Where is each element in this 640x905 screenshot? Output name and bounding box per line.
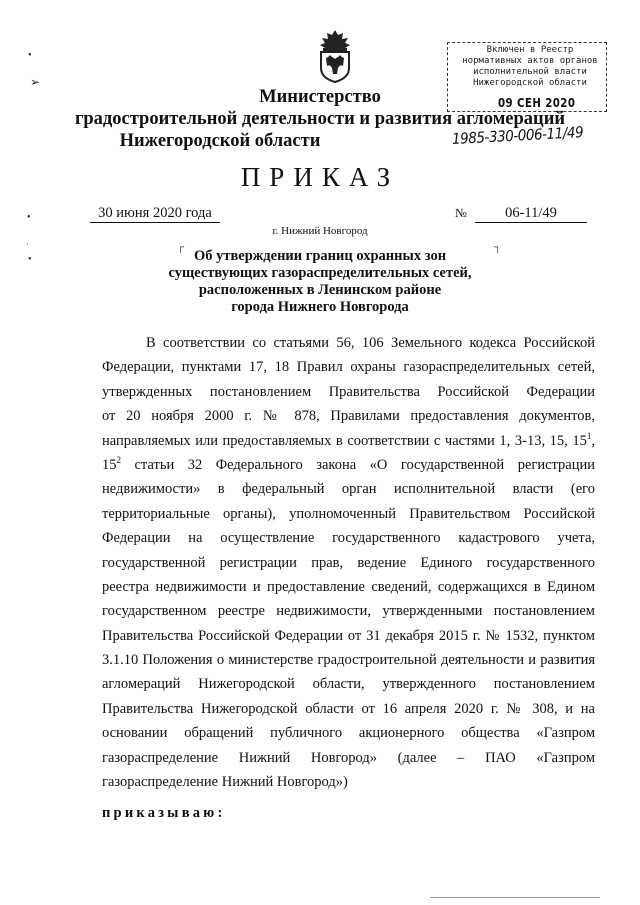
document-number: 06-11/49: [475, 205, 587, 223]
body-line: утвержденных постановлением Правительства Российской Федерации: [102, 383, 595, 400]
body-line: газораспределение Нижний Новгород»): [102, 774, 348, 791]
body-line: Федерации, пунктами 17, 18 Правил охраны газораспределительных сетей,: [102, 359, 595, 376]
body-text: направляемых или предоставляемых в соответствии с частями 1, 3-13, 15, 15: [102, 432, 587, 449]
body-line: Правительства Нижегородской области от 16 апреля 2020 г. № 308, и на: [102, 700, 595, 717]
registration-number-handwritten: 1985-330-006-11/49: [451, 123, 584, 148]
stamp-line: нормативных актов органов: [462, 56, 598, 66]
scan-mark: •: [28, 254, 32, 265]
body-line: Федерации на осуществление государственного кадастрового учета,: [102, 530, 595, 547]
document-type: ПРИКАЗ: [240, 162, 400, 192]
body-line: государственной регистрации прав, ведение Единого государственного: [102, 554, 595, 571]
subject-line: города Нижнего Новгорода: [231, 299, 409, 315]
stamp-line: исполнительной власти: [473, 67, 587, 77]
body-line: недвижимости» в федеральный орган исполнительной власти (его: [102, 481, 595, 498]
stamp-line: Нижегородской области: [473, 78, 587, 88]
document-body: [102, 331, 595, 794]
body-line: от 20 ноября 2000 г. № 878, Правилами предоставления документов,: [102, 408, 595, 425]
document-date: 30 июня 2020 года: [90, 205, 220, 223]
coat-of-arms-icon: [313, 28, 357, 84]
document-subject: [150, 248, 490, 316]
scan-mark: •: [28, 50, 32, 61]
ministry-title-line3: Нижегородской области: [119, 131, 321, 151]
body-line: газораспределение Нижний Новгород» (далее – ПАО «Газпром: [102, 749, 595, 766]
body-line: основании обращений публичного акционерного общества «Газпром: [102, 725, 595, 742]
body-line: Правительства Российской Федерации от 31 декабря 2015 г. № 1532, пунктом: [102, 627, 595, 644]
body-line: В соответствии со статьями 56, 106 Земельного кодекса Российской: [146, 335, 595, 351]
corner-mark-left: ┌: [177, 242, 185, 253]
footer-rule: [430, 897, 600, 898]
scan-mark: ➢: [30, 75, 41, 89]
scan-mark: ‧: [26, 240, 29, 249]
subject-line: расположенных в Ленинском районе: [198, 282, 442, 298]
body-line: 3.1.10 Положения о министерстве градостроительной деятельности и развития: [102, 652, 595, 669]
body-text: статьи 32 Федерального закона «О государственной регистрации: [121, 456, 595, 473]
ministry-title-line1: Министерство: [259, 87, 381, 107]
corner-mark-right: ┐: [494, 242, 502, 253]
stamp-line: Включен в Реестр: [486, 45, 574, 55]
body-text: 15: [102, 456, 117, 473]
order-directive: приказываю:: [102, 805, 226, 821]
subject-line: существующих газораспределительных сетей,: [168, 265, 472, 281]
stamp-date: 09 СЕН 2020: [498, 96, 576, 110]
body-line: направляемых или предоставляемых в соответствии с частями 1, 3-13, 15, $15^1$,: [102, 430, 595, 449]
number-sign: №: [455, 206, 467, 220]
superscript: 2: [116, 455, 121, 466]
scan-mark: •: [27, 212, 31, 223]
body-line: агломераций Нижегородской области, утвержденного постановлением: [102, 676, 595, 693]
superscript: 1: [586, 430, 592, 441]
body-line: [102, 453, 595, 477]
document-city: г. Нижний Новгород: [272, 225, 368, 237]
body-line: реестра недвижимости и предоставление сведений, содержащихся в Едином: [102, 578, 595, 595]
subject-line: Об утверждении границ охранных зон: [193, 248, 447, 264]
ministry-title-line2: градостроительной деятельности и развития агломераций: [74, 109, 566, 129]
body-line: государственном реестре недвижимости, утвержденными постановлением: [102, 603, 595, 620]
body-line: территориальные органы), уполномоченный Правительством Российской: [102, 505, 595, 522]
